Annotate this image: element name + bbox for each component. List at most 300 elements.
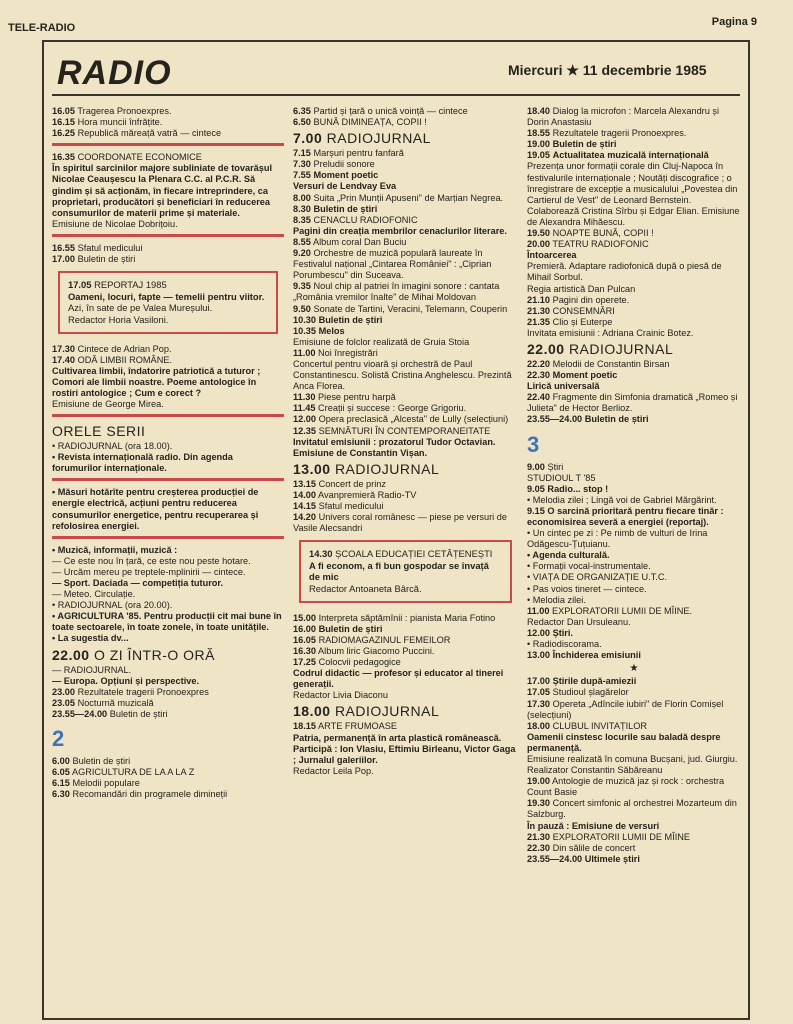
entry-time: 12.00 <box>527 627 550 638</box>
entry-time: 16.05 <box>52 106 75 116</box>
entry-text: Album liric Giacomo Puccini. <box>318 645 435 656</box>
schedule-entry <box>52 647 284 663</box>
schedule-entry <box>293 237 518 248</box>
schedule-entry <box>293 170 518 181</box>
schedule-entry <box>293 403 518 414</box>
entry-time: 23.55—24.00 <box>52 708 108 719</box>
schedule-entry <box>527 414 741 425</box>
entry-text: Tragerea Pronoexpres. <box>77 106 172 116</box>
entry-text: Buletin de știri <box>318 623 383 634</box>
entry-text: — RADIOJURNAL. <box>52 664 132 675</box>
schedule-note <box>527 617 741 628</box>
entry-time: 11.00 <box>293 347 316 358</box>
entry-text: Buletin de știri <box>584 414 649 425</box>
entry-text: Studioul șlagărelor <box>552 687 629 698</box>
entry-text: • Un cintec pe zi : Pe nimb de vulturi de Irina Odăgescu-Țuțuianu. <box>527 528 708 550</box>
entry-text: Suita „Prin Munții Apuseni" de Marțian Negrea. <box>313 192 504 203</box>
entry-text: EXPLORATORII LUMII DE MÎINE <box>552 831 691 842</box>
schedule-note <box>52 219 284 230</box>
schedule-entry <box>293 613 518 624</box>
entry-text: Noul chip al patriei în imagini sonore : cantata „România vremilor înalte" de Mihai Moldovan <box>293 281 500 303</box>
schedule-note <box>527 550 741 561</box>
schedule-entry <box>293 148 518 159</box>
entry-time: 12.00 <box>293 414 316 425</box>
entry-time: 16.05 <box>293 634 316 645</box>
entry-text: Emisiune de Nicolae Dobrițoiu. <box>52 218 178 229</box>
entry-text: Buletin de știri <box>313 203 378 214</box>
schedule-entry <box>527 239 741 250</box>
entry-time: 6.30 <box>52 789 70 800</box>
schedule-note <box>527 584 741 595</box>
entry-text: Melos <box>318 325 345 336</box>
entry-text: Întoarcerea <box>527 250 577 261</box>
entry-time: 17.30 <box>52 343 75 354</box>
entry-text: Emisiune de folclor realizată de Gruia Stoia <box>293 336 470 347</box>
entry-text: Azi, în sate de pe Valea Mureșului. <box>68 302 213 314</box>
schedule-entry <box>293 624 518 635</box>
schedule-note <box>68 302 268 314</box>
entry-text: — Meteo. Circulație. <box>52 589 136 600</box>
schedule-note <box>52 423 284 439</box>
entry-time: 9.20 <box>293 248 311 259</box>
entry-text: Emisiune de George Mirea. <box>52 398 164 409</box>
entry-time: 21.35 <box>527 316 550 327</box>
schedule-entry <box>293 281 518 303</box>
schedule-note <box>52 567 284 578</box>
entry-text: Sfatul medicului <box>77 242 143 253</box>
page-title: RADIO <box>57 54 172 92</box>
entry-text: • La sugestia dv... <box>52 633 129 644</box>
entry-time: 22.40 <box>527 392 550 403</box>
entry-text: Moment poetic <box>313 170 379 181</box>
entry-text: Concert de prinz <box>318 478 386 489</box>
schedule-entry <box>527 854 741 865</box>
entry-text: Sonate de Tartini, Veracini, Telemann, Couperin <box>313 303 508 314</box>
schedule-entry <box>293 348 518 359</box>
schedule-entry <box>293 461 518 477</box>
entry-text: NOAPTE BUNĂ, COPII ! <box>552 228 654 239</box>
schedule-entry <box>293 130 518 146</box>
entry-text: O ZI ÎNTR-O ORĂ <box>93 646 215 663</box>
schedule-note <box>527 261 741 283</box>
entry-time: 22.20 <box>527 358 550 369</box>
entry-text: Orchestre de muzică populară laureate în Festivalul național „Cintarea României" : „Ciprian Porumbescu" din Suceava. <box>293 248 492 281</box>
schedule-entry <box>527 721 741 732</box>
entry-time: 19.30 <box>527 798 550 809</box>
schedule-entry <box>527 392 741 414</box>
entry-time: 7.55 <box>293 170 311 181</box>
entry-text: Buletin de știri <box>109 708 168 719</box>
entry-text: Album coral Dan Buciu <box>312 236 407 247</box>
schedule-entry <box>52 117 284 128</box>
highlight-box <box>299 540 512 602</box>
entry-text: • Agenda culturală. <box>527 550 610 561</box>
entry-time: 11.45 <box>293 403 316 414</box>
entry-text: Rezultatele tragerii Pronoexpres <box>77 686 209 697</box>
schedule-entry <box>527 139 741 150</box>
schedule-note <box>293 337 518 348</box>
header-divider <box>52 94 740 96</box>
schedule-entry <box>52 106 284 117</box>
entry-text: Emisiune realizată în comuna Bucșani, jud. Giurgiu. Realizator Constantin Săbăreanu <box>527 753 738 776</box>
schedule-entry <box>527 606 741 617</box>
entry-text: RADIOJURNAL <box>326 130 431 147</box>
entry-text: • Pas voios tineret — cintece. <box>527 583 647 594</box>
entry-text: RADIOJURNAL <box>334 460 440 477</box>
page-header <box>0 0 793 34</box>
entry-time: 21.30 <box>527 305 550 316</box>
entry-text: Ultimele știri <box>584 853 640 864</box>
entry-text: Univers coral românesc — piese pe versuri de Vasile Alecsandri <box>293 512 507 534</box>
entry-text: CLUBUL INVITAȚILOR <box>552 720 648 731</box>
schedule-note <box>52 452 284 474</box>
schedule-note <box>52 366 284 399</box>
entry-time: 18.15 <box>293 721 316 732</box>
schedule-entry <box>293 501 518 512</box>
schedule-entry <box>293 159 518 170</box>
entry-time: 16.30 <box>293 645 316 656</box>
entry-text: RADIOJURNAL <box>568 340 674 357</box>
schedule-entry <box>52 687 284 698</box>
schedule-note <box>52 600 284 611</box>
schedule-entry <box>293 106 518 117</box>
entry-text: CENACLU RADIOFONIC <box>313 214 418 225</box>
entry-text: SEMNĂTURI ÎN CONTEMPORANEITATE <box>318 425 491 436</box>
entry-time: 8.00 <box>293 192 311 203</box>
entry-text: RADIOJURNAL <box>334 703 440 720</box>
entry-text: AGRICULTURA DE LA A LA Z <box>71 767 195 778</box>
entry-text: Redactor Livia Diaconu <box>293 690 388 701</box>
entry-text: 9.05 Radio... stop ! <box>527 483 609 494</box>
entry-text: Premieră. Adaptare radiofonică după o piesă de Mihail Sorbul. <box>527 261 722 283</box>
day-number: 2 <box>52 726 65 752</box>
entry-text: EXPLORATORII LUMII DE MÎINE. <box>552 605 693 616</box>
entry-text: COORDONATE ECONOMICE <box>77 152 202 163</box>
schedule-entry <box>527 798 741 820</box>
schedule-note <box>293 437 518 459</box>
entry-time: 17.00 <box>52 254 75 265</box>
entry-text: Piese pentru harpă <box>318 392 396 403</box>
entry-text: CONSEMNĂRI <box>552 305 615 316</box>
entry-time: 10.35 <box>293 325 316 336</box>
entry-time: 6.15 <box>52 778 70 789</box>
schedule-entry <box>52 698 284 709</box>
entry-text: TEATRU RADIOFONIC <box>552 239 649 250</box>
schedule-column-1 <box>52 106 284 800</box>
schedule-entry <box>52 778 284 789</box>
schedule-entry <box>52 709 284 720</box>
schedule-entry <box>293 414 518 425</box>
entry-text: BUNĂ DIMINEAȚA, COPII ! <box>313 117 427 128</box>
schedule-note <box>309 560 502 583</box>
entry-text: Cintece de Adrian Pop. <box>77 343 172 354</box>
entry-time: 16.25 <box>52 128 75 139</box>
entry-time: 7.00 <box>293 130 323 147</box>
entry-text: Pagini din creația membrilor cenaclurilor literare. <box>293 225 507 236</box>
entry-text: • RADIOJURNAL (ora 20.00). <box>52 600 173 611</box>
section-divider <box>52 478 284 481</box>
schedule-entry <box>527 128 741 139</box>
entry-text: Fragmente din Simfonia dramatică „Romeo și Julieta" de Hector Berlioz. <box>527 392 738 414</box>
entry-time: 17.05 <box>527 687 550 698</box>
entry-text: Rezultatele tragerii Pronoexpres. <box>552 128 687 139</box>
entry-text: Pagini din operete. <box>552 294 630 305</box>
schedule-entry <box>309 548 502 560</box>
schedule-entry <box>527 306 741 317</box>
section-divider <box>52 414 284 417</box>
schedule-note <box>52 441 284 452</box>
entry-text: • Melodia zilei ; Lingă voi de Gabriel Mărgărint. <box>527 494 717 505</box>
entry-text: • Melodia zilei. <box>527 594 586 605</box>
entry-text: — Ce este nou în țară, ce este nou peste hotare. <box>52 555 251 566</box>
entry-text: Invitata emisiunii : Adriana Crainic Botez. <box>527 327 694 338</box>
schedule-entry <box>527 228 741 239</box>
schedule-entry <box>52 355 284 366</box>
entry-text: • Măsuri hotărîte pentru creșterea producției de energie electrică, acțiuni pentru reducerea consumurilor energetice, pentru recuperarea și refolosirea energiei. <box>52 487 259 531</box>
entry-text: Din sălile de concert <box>552 842 636 853</box>
schedule-note <box>527 328 741 339</box>
entry-text: Melodii de Constantin Birsan <box>552 358 670 369</box>
entry-text: Lirică universală <box>527 381 600 392</box>
schedule-entry <box>293 703 518 719</box>
entry-text: Interpreta săptămînii : pianista Maria Fotino <box>318 612 496 623</box>
entry-time: 23.55—24.00 <box>527 414 583 425</box>
schedule-entry <box>293 490 518 501</box>
schedule-note <box>52 665 284 676</box>
highlight-box <box>58 271 278 333</box>
entry-time: 23.00 <box>52 686 75 697</box>
entry-text: • Formații vocal-instrumentale. <box>527 561 651 572</box>
entry-time: 19.00 <box>527 776 550 787</box>
entry-text: Buletin de știri <box>552 139 617 150</box>
entry-text: • Radiodiscorama. <box>527 639 602 650</box>
entry-text: Moment poetic <box>552 370 618 381</box>
schedule-note <box>293 733 518 766</box>
schedule-entry <box>293 512 518 534</box>
schedule-entry <box>293 215 518 226</box>
entry-time: 21.10 <box>527 294 550 305</box>
schedule-entry <box>68 279 268 291</box>
entry-time: 14.20 <box>293 512 316 523</box>
schedule-entry <box>527 341 741 357</box>
entry-text: Avanpremieră Radio-TV <box>318 489 417 500</box>
entry-text: În spiritul sarcinilor majore subliniate de tovarășul Nicolae Ceaușescu la Plenara C.C. al P.C.R. Să gindim și să acționăm, în fiecare intreprindere, ca proprietari, producători și beneficiari în reducerea consumurilor de materii prime și materiale. <box>52 163 273 218</box>
entry-text: Antologie de muzică jaz și rock : orchestra Count Basie <box>527 776 725 798</box>
entry-time: 22.30 <box>527 370 550 381</box>
entry-text: Partid și țară o unică voință — cintece <box>313 106 468 116</box>
entry-text: Concertul pentru vioară și orchestră de Paul Constantinescu. Solistă Cristina Anghelescu. Prezintă Anca Florea. <box>293 358 512 392</box>
entry-text: — Sport. Daciada — competiția tuturor. <box>52 578 224 588</box>
schedule-entry <box>527 676 741 687</box>
entry-time: 13.00 <box>527 650 550 661</box>
schedule-note <box>527 381 741 392</box>
schedule-note <box>527 473 741 484</box>
schedule-entry <box>293 315 518 326</box>
schedule-entry <box>293 304 518 315</box>
schedule-note <box>52 556 284 567</box>
schedule-note <box>527 595 741 606</box>
entry-time: 16.15 <box>52 117 75 128</box>
schedule-entry <box>293 204 518 215</box>
entry-time: 16.55 <box>52 242 75 253</box>
entry-time: 20.00 <box>527 239 550 250</box>
entry-text: Dialog la microfon : Marcela Alexandru și Dorin Anastasiu <box>527 106 720 128</box>
schedule-note <box>527 639 741 650</box>
schedule-entry <box>52 767 284 778</box>
entry-text: Redactor Dan Ursuleanu. <box>527 616 631 627</box>
schedule-entry <box>527 462 741 473</box>
schedule-entry <box>293 326 518 337</box>
entry-time: 6.50 <box>293 117 311 128</box>
schedule-entry <box>527 776 741 798</box>
entry-time: 22.00 <box>527 340 565 357</box>
schedule-entry <box>527 150 741 161</box>
entry-time: 18.40 <box>527 106 550 116</box>
entry-time: 9.00 <box>527 461 545 472</box>
day-number: 3 <box>527 431 540 457</box>
schedule-entry <box>52 243 284 254</box>
schedule-entry <box>52 789 284 800</box>
schedule-entry <box>52 152 284 163</box>
schedule-note <box>52 399 284 410</box>
schedule-note <box>52 578 284 589</box>
separator-star: ★ <box>629 663 639 675</box>
schedule-note <box>527 754 741 776</box>
schedule-note <box>293 766 518 777</box>
entry-text: A fi econom, a fi bun gospodar se învață de mic <box>309 559 489 583</box>
entry-time: 18.55 <box>527 128 550 139</box>
schedule-note <box>52 163 284 218</box>
entry-text: Concert simfonic al orchestrei Mozarteum din Salzburg. <box>527 798 737 820</box>
entry-time: 16.35 <box>52 152 75 163</box>
entry-time: 22.30 <box>527 842 550 853</box>
entry-text: Știri <box>547 461 564 472</box>
entry-text: Știri. <box>552 627 573 638</box>
schedule-note <box>293 690 518 701</box>
schedule-entry <box>293 646 518 657</box>
schedule-entry <box>293 635 518 646</box>
entry-time: 8.30 <box>293 203 311 214</box>
schedule-column-2 <box>293 106 518 777</box>
schedule-entry <box>293 193 518 204</box>
schedule-note <box>293 226 518 237</box>
entry-text: • Muzică, informații, muzică : <box>52 544 178 555</box>
section-divider <box>52 234 284 237</box>
entry-text: Sfatul medicului <box>318 501 384 511</box>
entry-text: — Europa. Opțiuni și perspective. <box>52 675 200 686</box>
schedule-note <box>293 181 518 192</box>
entry-time: 16.00 <box>293 623 316 634</box>
entry-time: 22.00 <box>52 646 90 663</box>
schedule-entry <box>527 628 741 639</box>
entry-time: 11.00 <box>527 605 550 616</box>
entry-time: 23.05 <box>52 697 75 708</box>
entry-text: În pauză : Emisiune de versuri <box>527 820 660 831</box>
schedule-note <box>52 611 284 633</box>
entry-text: Redactor Horia Vasiloni. <box>68 313 169 325</box>
schedule-entry <box>293 392 518 403</box>
schedule-note <box>293 668 518 690</box>
entry-time: 8.55 <box>293 236 311 247</box>
schedule-note <box>527 732 741 754</box>
entry-time: 13.15 <box>293 478 316 489</box>
schedule-entry <box>293 721 518 732</box>
entry-text: Marșuri pentru fanfară <box>313 148 404 159</box>
schedule-note <box>293 359 518 392</box>
entry-text: Oamenii cinstesc locurile sau baladă despre permanență. <box>527 731 721 753</box>
entry-time: 7.30 <box>293 159 311 170</box>
schedule-note <box>52 589 284 600</box>
entry-text: Cultivarea limbii, îndatorire patriotică a tuturor ; Comori ale limbii noastre. Poeme antologice în rostiri antologice ; Cum e corect ? <box>52 365 261 398</box>
schedule-entry <box>527 106 741 128</box>
schedule-note <box>52 545 284 556</box>
entry-text: Buletin de știri <box>72 756 131 767</box>
entry-text: Actualitatea muzicală internațională <box>552 150 709 161</box>
section-divider <box>52 143 284 146</box>
entry-text: • VIAȚA DE ORGANIZAȚIE U.T.C. <box>527 572 668 583</box>
schedule-entry <box>527 832 741 843</box>
schedule-note <box>527 284 741 295</box>
entry-text: Hora muncii înfrățite. <box>77 117 163 128</box>
entry-time: 11.30 <box>293 392 316 403</box>
entry-text: Clio și Euterpe <box>552 316 613 327</box>
entry-time: 14.00 <box>293 489 316 500</box>
entry-time: 18.00 <box>293 703 331 720</box>
schedule-entry <box>527 699 741 721</box>
entry-text: Nocturnă muzicală <box>77 697 154 708</box>
entry-text: STUDIOUL T '85 <box>527 472 596 483</box>
schedule-note <box>527 506 741 528</box>
entry-text: 9.15 O sarcină prioritară pentru fiecare tinăr : economisirea severă a energiei (reportaj). <box>527 505 724 527</box>
entry-text: Opereta „Adîncile iubiri" de Florin Comișel (selecțiuni) <box>527 698 724 720</box>
schedule-entry <box>293 657 518 668</box>
entry-text: — Urcăm mereu pe treptele-mplinirii — cintece. <box>52 566 246 577</box>
schedule-note <box>68 314 268 326</box>
entry-text: Prezența unor formații corale din Cluj-Napoca în festivalurile internaționale ; Noutăți discografice ; o înregistrare de excepție a musicalului „Povestea din Cartierul de Vest" de Leonard Bernstein. Colaborează Cristina Sîrbu și Edgar Elian. Emisiune de Alexandra Mihăescu. <box>527 161 740 227</box>
entry-time: 7.15 <box>293 148 311 159</box>
entry-text: Redactor Antoaneta Bârcă. <box>309 583 422 595</box>
section-name: TELE-RADIO <box>8 22 76 34</box>
entry-text: REPORTAJ 1985 <box>94 279 167 291</box>
entry-time: 6.05 <box>52 767 70 778</box>
entry-text: Știrile după-amiezii <box>552 676 637 687</box>
entry-text: Preludii sonore <box>313 159 375 170</box>
schedule-note <box>52 633 284 644</box>
page-number: Pagina 9 <box>711 16 757 28</box>
entry-time: 23.55—24.00 <box>527 853 583 864</box>
entry-time: 9.50 <box>293 303 311 314</box>
schedule-note <box>527 484 741 495</box>
entry-text: RADIOMAGAZINUL FEMEILOR <box>318 634 451 645</box>
schedule-entry <box>527 687 741 698</box>
entry-time: 21.30 <box>527 831 550 842</box>
entry-text: Invitatul emisiunii : prozatorul Tudor Octavian. Emisiune de Constantin Vișan. <box>293 436 496 458</box>
entry-text: ODĂ LIMBII ROMÂNE. <box>77 354 173 365</box>
entry-time: 15.00 <box>293 612 316 623</box>
entry-time: 14.30 <box>309 548 333 560</box>
entry-time: 6.35 <box>293 106 311 116</box>
schedule-entry <box>527 843 741 854</box>
entry-text: Noi înregistrări <box>318 347 378 358</box>
schedule-entry <box>293 248 518 281</box>
schedule-note <box>52 676 284 687</box>
entry-text: Creații și succese : George Grigoriu. <box>318 403 467 414</box>
entry-text: Buletin de știri <box>77 254 136 265</box>
entry-text: Închiderea emisiunii <box>552 650 641 661</box>
entry-time: 8.35 <box>293 214 311 225</box>
schedule-entry <box>293 117 518 128</box>
schedule-note <box>527 528 741 550</box>
